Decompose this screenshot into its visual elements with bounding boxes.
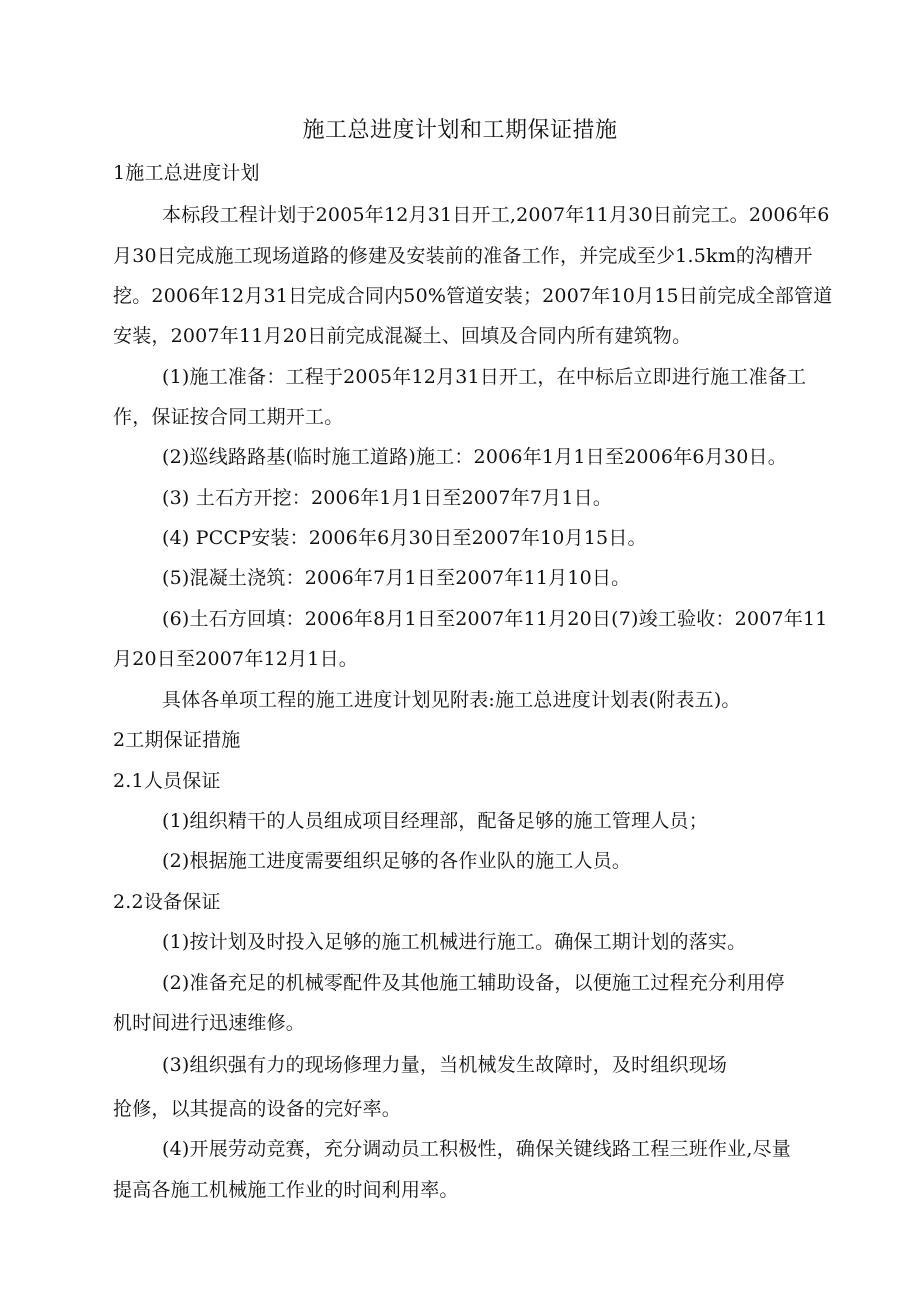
document-title: 施工总进度计划和工期保证措施 (302, 118, 618, 143)
section-1-heading: 1施工总进度计划 (113, 162, 260, 184)
list-item: (6)土石方回填：2006年8月1日至2007年11月20日(7)竣工验收：2007年11 (162, 608, 828, 630)
list-item: 抢修，以其提高的设备的完好率。 (113, 1098, 402, 1120)
list-item: (3)组织强有力的现场修理力量，当机械发生故障时，及时组织现场 (162, 1054, 728, 1076)
list-item: (4)开展劳动竞赛，充分调动员工积极性，确保关键线路工程三班作业,尽量 (162, 1138, 791, 1160)
list-item: (4) PCCP安装：2006年6月30日至2007年10月15日。 (162, 527, 647, 549)
subsection-heading: 2.2设备保证 (113, 891, 221, 913)
list-item: (2)巡线路路基(临时施工道路)施工：2006年1月1日至2006年6月30日。 (162, 446, 787, 468)
list-item: 月20日至2007年12月1日。 (113, 648, 358, 670)
list-item: 机时间进行迅速维修。 (113, 1012, 306, 1034)
list-item: (1)按计划及时投入足够的施工机械进行施工。确保工期计划的落实。 (162, 931, 747, 953)
paragraph-line: 安装，2007年11月20日前完成混凝土、回填及合同内所有建筑物。 (113, 325, 692, 347)
list-item: (5)混凝土浇筑：2006年7月1日至2007年11月10日。 (162, 567, 631, 589)
paragraph-line: 挖。2006年12月31日完成合同内50%管道安装；2007年10月15日前完成全部管道 (113, 285, 833, 307)
section-2-heading: 2工期保证措施 (113, 729, 241, 751)
list-item: (1)施工准备：工程于2005年12月31日开工，在中标后立即进行施工准备工 (162, 366, 807, 388)
paragraph-line: 本标段工程计划于2005年12月31日开工,2007年11月30日前完工。2006年6 (162, 204, 830, 226)
list-item: 提高各施工机械施工作业的时间利用率。 (113, 1179, 459, 1201)
subsection-heading: 2.1人员保证 (113, 770, 221, 792)
list-item: (2)根据施工进度需要组织足够的各作业队的施工人员。 (162, 850, 632, 872)
list-item: (2)准备充足的机械零配件及其他施工辅助设备，以便施工过程充分利用停 (162, 972, 785, 994)
list-item: 作，保证按合同工期开工。 (113, 406, 344, 428)
list-item: (3) 土石方开挖：2006年1月1日至2007年7月1日。 (162, 487, 613, 509)
list-item: (1)组织精干的人员组成项目经理部，配备足够的施工管理人员； (162, 810, 708, 832)
paragraph-line: 具体各单项工程的施工进度计划见附表:施工总进度计划表(附表五)。 (162, 689, 741, 711)
paragraph-line: 月30日完成施工现场道路的修建及安装前的准备工作，并完成至少1.5km的沟槽开 (113, 245, 813, 267)
